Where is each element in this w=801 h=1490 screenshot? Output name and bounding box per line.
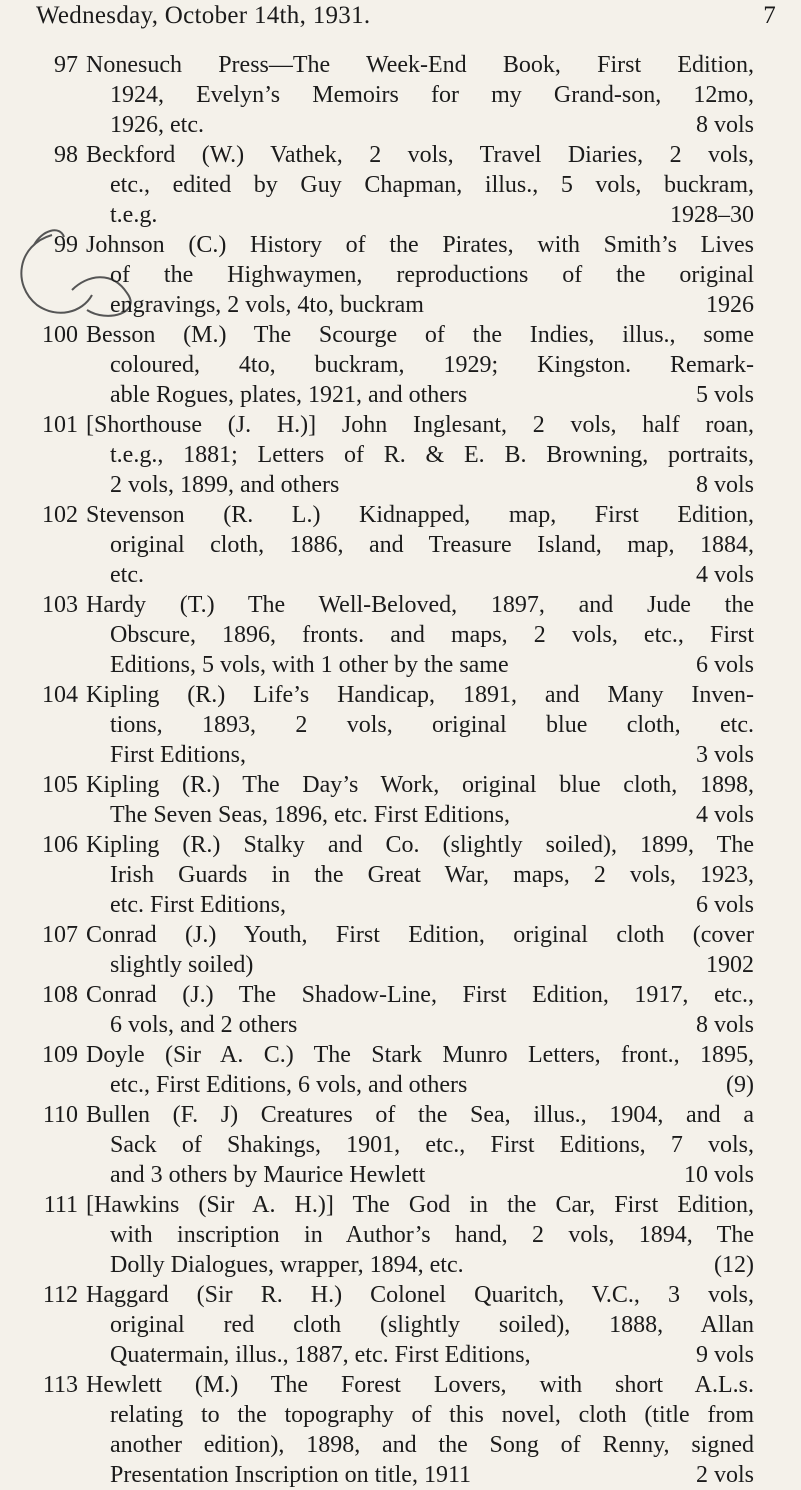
lot-number: 113 [42, 1372, 78, 1398]
lot-quantity: (12) [714, 1252, 754, 1278]
lot-description-line: First Editions, 3 vols [110, 742, 754, 768]
lot-description-line: Hardy (T.) The Well-Beloved, 1897, and Jude the [86, 592, 754, 618]
lot-number: 110 [42, 1102, 78, 1128]
lot-number: 104 [42, 682, 78, 708]
lot-description-line: 6 vols, and 2 others 8 vols [110, 1012, 754, 1038]
lot-number: 108 [42, 982, 78, 1008]
lot-description-line: able Rogues, plates, 1921, and others 5 vols [110, 382, 754, 408]
lot-entry [14, 320, 754, 410]
lot-description-line: Bullen (F. J) Creatures of the Sea, illus., 1904, and a [86, 1102, 754, 1128]
lot-entry [14, 1190, 754, 1280]
lot-description-line: etc. 4 vols [110, 562, 754, 588]
lot-description-line: Johnson (C.) History of the Pirates, with Smith’s Lives [86, 232, 754, 258]
lot-description-line: 2 vols, 1899, and others 8 vols [110, 472, 754, 498]
lot-quantity: 4 vols [695, 802, 754, 828]
lot-entry [14, 590, 754, 680]
lot-entry [14, 830, 754, 920]
page-header [36, 2, 776, 30]
lot-quantity: 6 vols [695, 652, 754, 678]
lot-entry [14, 1100, 754, 1190]
lot-description-line: relating to the topography of this novel, cloth (title from [110, 1402, 754, 1428]
lot-description-line: The Seven Seas, 1896, etc. First Editions, 4 vols [110, 802, 754, 828]
lot-number: 106 [42, 832, 78, 858]
lot-description-line: Irish Guards in the Great War, maps, 2 vols, 1923, [110, 862, 754, 888]
lot-entry [14, 1370, 754, 1490]
lot-quantity: 6 vols [695, 892, 754, 918]
lot-number: 105 [42, 772, 78, 798]
lot-number: 112 [42, 1282, 78, 1308]
lot-description-line: Doyle (Sir A. C.) The Stark Munro Letters, front., 1895, [86, 1042, 754, 1068]
lot-entry [14, 1040, 754, 1100]
lot-description-line: coloured, 4to, buckram, 1929; Kingston. Remark- [110, 352, 754, 378]
lot-description-line: Presentation Inscription on title, 1911 2 vols [110, 1462, 754, 1488]
lot-description-line: Conrad (J.) The Shadow-Line, First Edition, 1917, etc., [86, 982, 754, 1008]
header-date: Wednesday, October 14th, 1931. [36, 2, 371, 29]
lot-description-line: another edition), 1898, and the Song of Renny, signed [110, 1432, 754, 1458]
lot-quantity: 8 vols [695, 112, 754, 138]
lot-description-line: original cloth, 1886, and Treasure Island, map, 1884, [110, 532, 754, 558]
lot-description-line: slightly soiled) 1902 [110, 952, 754, 978]
lot-quantity: 3 vols [695, 742, 754, 768]
lot-description-line: etc., First Editions, 6 vols, and others (9) [110, 1072, 754, 1098]
lot-description-line: Kipling (R.) Stalky and Co. (slightly soiled), 1899, The [86, 832, 754, 858]
lot-number: 99 [54, 232, 78, 258]
lot-description-line: 1926, etc. 8 vols [110, 112, 754, 138]
lot-description-line: t.e.g. 1928–30 [110, 202, 754, 228]
lot-description-line: Conrad (J.) Youth, First Edition, original cloth (cover [86, 922, 754, 948]
lot-description-line: tions, 1893, 2 vols, original blue cloth, etc. [110, 712, 754, 738]
lot-number: 111 [43, 1192, 78, 1218]
lot-entry [14, 500, 754, 590]
lot-description-line: Editions, 5 vols, with 1 other by the same 6 vols [110, 652, 754, 678]
lot-description-line: Beckford (W.) Vathek, 2 vols, Travel Diaries, 2 vols, [86, 142, 754, 168]
lot-quantity: 4 vols [695, 562, 754, 588]
lot-description-line: Besson (M.) The Scourge of the Indies, illus., some [86, 322, 754, 348]
lot-entry [14, 920, 754, 980]
lot-entry [14, 230, 754, 320]
lot-entry [14, 770, 754, 830]
lot-description-line: Sack of Shakings, 1901, etc., First Editions, 7 vols, [110, 1132, 754, 1158]
lot-description-line: Kipling (R.) Life’s Handicap, 1891, and Many Inven- [86, 682, 754, 708]
lot-description-line: etc., edited by Guy Chapman, illus., 5 vols, buckram, [110, 172, 754, 198]
lot-entry [14, 410, 754, 500]
lot-number: 103 [42, 592, 78, 618]
lot-description-line: original red cloth (slightly soiled), 1888, Allan [110, 1312, 754, 1338]
lot-number: 100 [42, 322, 78, 348]
page-number: 7 [763, 2, 776, 29]
lot-quantity: (9) [726, 1072, 754, 1098]
lot-quantity: 9 vols [695, 1342, 754, 1368]
lot-number: 109 [42, 1042, 78, 1068]
lot-quantity: 1902 [706, 952, 754, 978]
lot-description-line: with inscription in Author’s hand, 2 vols, 1894, The [110, 1222, 754, 1248]
lot-entry [14, 50, 754, 140]
lot-description-line: [Shorthouse (J. H.)] John Inglesant, 2 vols, half roan, [86, 412, 754, 438]
lot-description-line: Haggard (Sir R. H.) Colonel Quaritch, V.C., 3 vols, [86, 1282, 754, 1308]
lot-description-line: etc. First Editions, 6 vols [110, 892, 754, 918]
lot-quantity: 2 vols [695, 1462, 754, 1488]
lot-description-line: and 3 others by Maurice Hewlett 10 vols [110, 1162, 754, 1188]
lot-description-line: Obscure, 1896, fronts. and maps, 2 vols, etc., First [110, 622, 754, 648]
lot-description-line: [Hawkins (Sir A. H.)] The God in the Car, First Edition, [86, 1192, 754, 1218]
lot-description-line: t.e.g., 1881; Letters of R. & E. B. Browning, portraits, [110, 442, 754, 468]
lot-description-line: Kipling (R.) The Day’s Work, original blue cloth, 1898, [86, 772, 754, 798]
lot-quantity: 5 vols [695, 382, 754, 408]
lot-list [14, 50, 754, 1490]
lot-entry [14, 1280, 754, 1370]
lot-quantity: 8 vols [695, 472, 754, 498]
lot-description-line: Nonesuch Press—The Week-End Book, First Edition, [86, 52, 754, 78]
lot-number: 102 [42, 502, 78, 528]
lot-entry [14, 980, 754, 1040]
lot-quantity: 8 vols [695, 1012, 754, 1038]
lot-description-line: 1924, Evelyn’s Memoirs for my Grand-son, 12mo, [110, 82, 754, 108]
lot-number: 107 [42, 922, 78, 948]
lot-number: 98 [54, 142, 78, 168]
lot-number: 101 [42, 412, 78, 438]
lot-quantity: 1928–30 [670, 202, 754, 228]
lot-description-line: Dolly Dialogues, wrapper, 1894, etc. (12) [110, 1252, 754, 1278]
lot-number: 97 [54, 52, 78, 78]
lot-description-line: engravings, 2 vols, 4to, buckram 1926 [110, 292, 754, 318]
lot-description-line: of the Highwaymen, reproductions of the original [110, 262, 754, 288]
lot-description-line: Hewlett (M.) The Forest Lovers, with short A.L.s. [86, 1372, 754, 1398]
lot-description-line: Quatermain, illus., 1887, etc. First Editions, 9 vols [110, 1342, 754, 1368]
lot-quantity: 10 vols [683, 1162, 754, 1188]
lot-quantity: 1926 [706, 292, 754, 318]
lot-description-line: Stevenson (R. L.) Kidnapped, map, First Edition, [86, 502, 754, 528]
lot-entry [14, 140, 754, 230]
lot-entry [14, 680, 754, 770]
